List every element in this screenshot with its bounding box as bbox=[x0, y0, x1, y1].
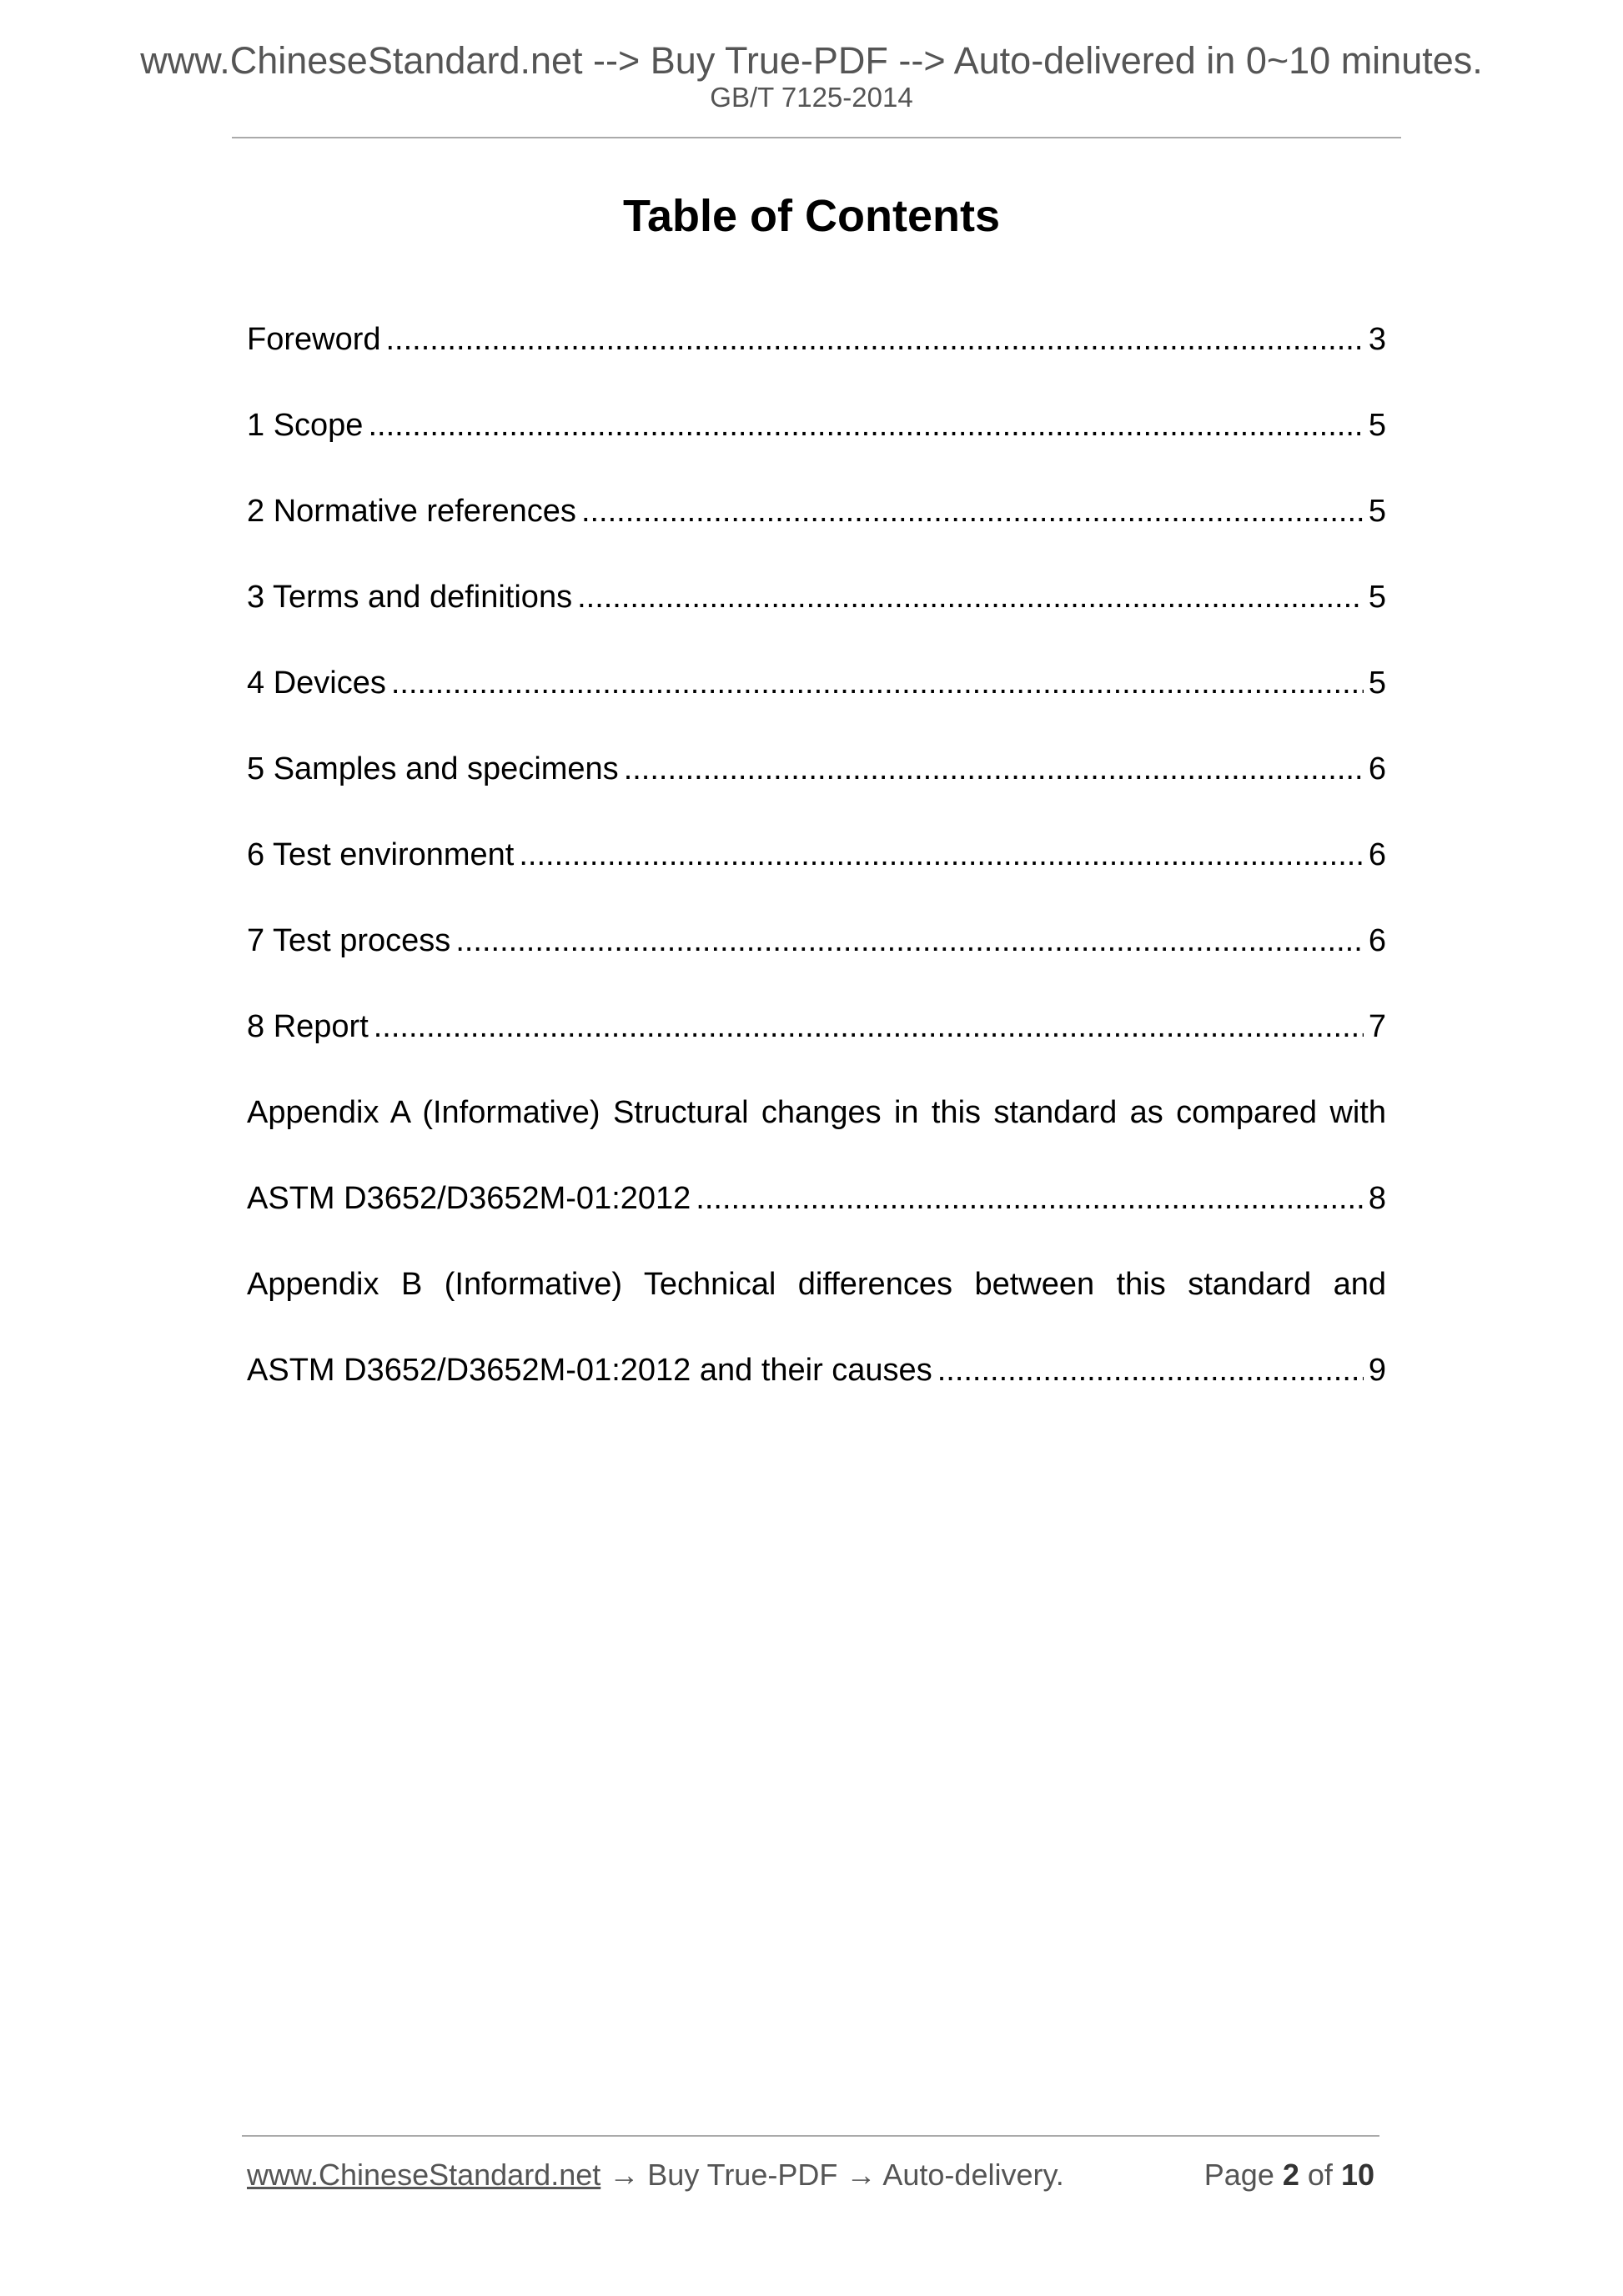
toc-entry-label: ASTM D3652/D3652M-01:2012 bbox=[247, 1181, 691, 1216]
arrow-right-icon: → bbox=[846, 2158, 877, 2192]
toc-entry-page: 3 bbox=[1368, 322, 1386, 357]
toc-entry-label: 2 Normative references bbox=[247, 494, 576, 529]
toc-entry-label: ASTM D3652/D3652M-01:2012 and their causes bbox=[247, 1353, 932, 1388]
toc-leader-dots bbox=[577, 579, 1364, 617]
toc-leader-dots bbox=[391, 665, 1364, 703]
toc-entry-appendix-b-cont[interactable] bbox=[247, 1352, 1386, 1438]
arrow-right-icon: → bbox=[609, 2158, 640, 2192]
toc-entry-page: 7 bbox=[1368, 1009, 1386, 1044]
toc-entry-samples-specimens[interactable] bbox=[247, 751, 1386, 837]
toc-leader-dots bbox=[374, 1008, 1364, 1047]
toc-leader-dots bbox=[937, 1352, 1364, 1390]
toc-entry-appendix-a-cont[interactable] bbox=[247, 1180, 1386, 1266]
toc-entry-label: 6 Test environment bbox=[247, 837, 515, 872]
toc-entry-label: 8 Report bbox=[247, 1009, 369, 1044]
header-divider bbox=[232, 137, 1401, 138]
toc-entry-appendix-b[interactable] bbox=[247, 1266, 1386, 1352]
toc-entry-page: 5 bbox=[1368, 494, 1386, 529]
page-label: Page bbox=[1203, 2158, 1274, 2192]
toc-leader-dots bbox=[624, 751, 1364, 789]
toc-entry-label: 7 Test process bbox=[247, 923, 451, 958]
total-page-count: 10 bbox=[1340, 2158, 1374, 2192]
page-indicator bbox=[1204, 2160, 1374, 2190]
toc-entry-label: Appendix B (Informative) Technical differences between this standard and bbox=[247, 1267, 1386, 1302]
page-footer bbox=[247, 2160, 1374, 2202]
toc-entry-scope[interactable] bbox=[247, 407, 1386, 493]
toc-entry-devices[interactable] bbox=[247, 665, 1386, 751]
footer-site-link[interactable]: www.ChineseStandard.net bbox=[247, 2158, 601, 2192]
toc-entry-page: 6 bbox=[1368, 751, 1386, 786]
toc-entry-label: 5 Samples and specimens bbox=[247, 751, 619, 786]
toc-title: Table of Contents bbox=[623, 191, 1000, 241]
toc-entry-normative-references[interactable] bbox=[247, 493, 1386, 579]
toc-entry-page: 5 bbox=[1368, 580, 1386, 615]
toc-entry-page: 6 bbox=[1368, 837, 1386, 872]
toc-leader-dots bbox=[386, 321, 1364, 359]
toc-entry-page: 8 bbox=[1368, 1181, 1386, 1216]
footer-divider bbox=[242, 2135, 1379, 2137]
toc-entry-page: 9 bbox=[1368, 1353, 1386, 1388]
toc-leader-dots bbox=[455, 922, 1364, 961]
toc-entry-test-environment[interactable] bbox=[247, 837, 1386, 922]
toc-entry-page: 6 bbox=[1368, 923, 1386, 958]
toc-entry-label: 1 Scope bbox=[247, 408, 364, 443]
footer-text-buy: Buy True-PDF bbox=[647, 2158, 838, 2192]
of-label: of bbox=[1307, 2158, 1333, 2192]
toc-entry-appendix-a[interactable] bbox=[247, 1094, 1386, 1180]
toc-entry-label: Appendix A (Informative) Structural changes in this standard as compared with bbox=[247, 1095, 1386, 1130]
toc-entry-label: 3 Terms and definitions bbox=[247, 580, 573, 615]
footer-promo bbox=[247, 2160, 1064, 2190]
toc-leader-dots bbox=[368, 407, 1363, 445]
toc-entry-report[interactable] bbox=[247, 1008, 1386, 1094]
toc-leader-dots bbox=[519, 837, 1363, 875]
toc-leader-dots bbox=[696, 1180, 1364, 1218]
toc-entry-page: 5 bbox=[1368, 666, 1386, 701]
footer-text-delivery: Auto-delivery. bbox=[882, 2158, 1064, 2192]
toc-entry-label: Foreword bbox=[247, 322, 381, 357]
document-code: GB/T 7125-2014 bbox=[710, 82, 913, 113]
current-page-number: 2 bbox=[1282, 2158, 1299, 2192]
toc-leader-dots bbox=[581, 493, 1364, 531]
toc-list bbox=[247, 321, 1386, 1438]
top-banner: www.ChineseStandard.net --> Buy True-PDF --> Auto-delivered in 0~10 minutes. bbox=[140, 39, 1483, 82]
toc-entry-test-process[interactable] bbox=[247, 922, 1386, 1008]
toc-entry-foreword[interactable] bbox=[247, 321, 1386, 407]
toc-entry-page: 5 bbox=[1368, 408, 1386, 443]
toc-entry-label: 4 Devices bbox=[247, 666, 386, 701]
toc-entry-terms-definitions[interactable] bbox=[247, 579, 1386, 665]
